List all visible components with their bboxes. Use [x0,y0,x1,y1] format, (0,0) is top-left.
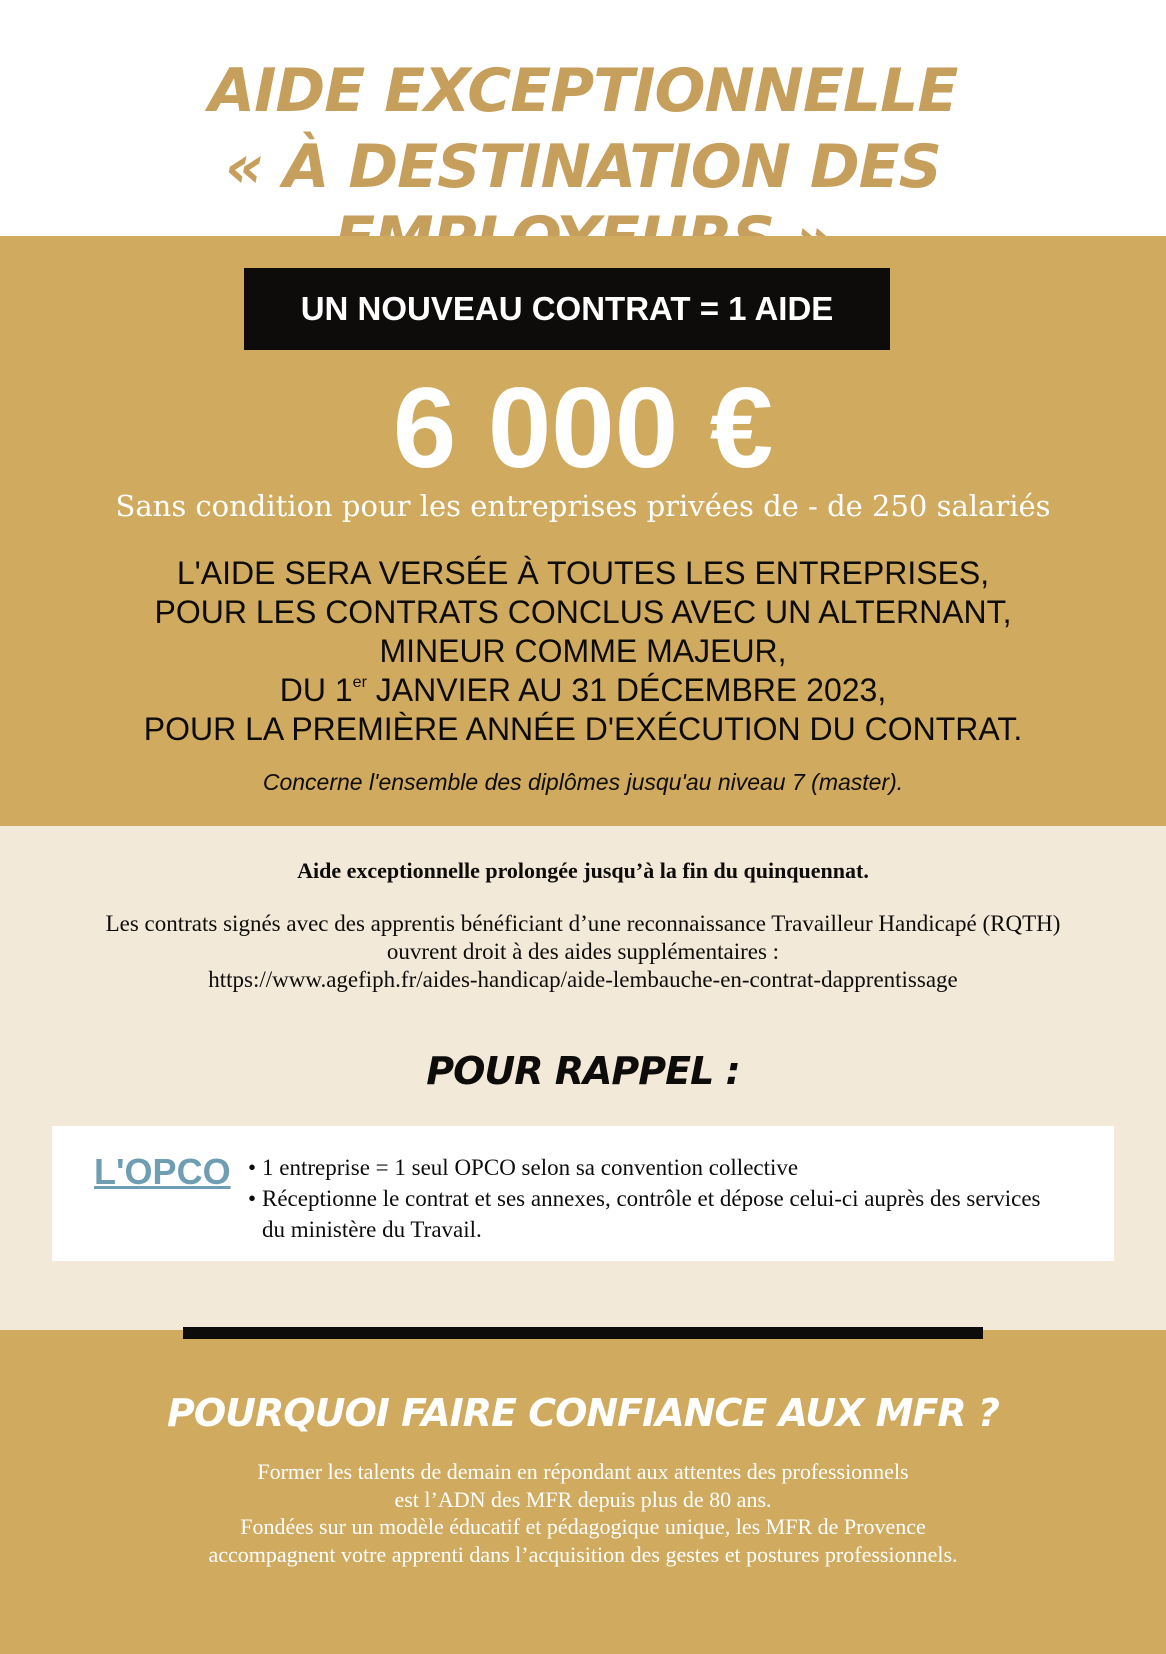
mfr-line-1: Former les talents de demain en répondant aux attentes des professionnels [257,1459,909,1484]
why-section [0,1330,1166,1654]
aid-line-4-sup: er [352,674,367,691]
title-line-1: AIDE EXCEPTIONNELLE [208,56,958,126]
aid-amount: 6 000 € [392,365,774,492]
section-divider [183,1327,983,1339]
diplomas-note: Concerne l'ensemble des diplômes jusqu'au niveau 7 (master). [262,769,904,795]
aid-line-5: POUR LA PREMIÈRE ANNÉE D'EXÉCUTION DU CONTRAT. [143,711,1023,747]
why-heading: POURQUOI FAIRE CONFIANCE AUX MFR ? [167,1391,999,1435]
aid-line-4-prefix: DU 1 [279,672,353,708]
rqth-note [0,910,1166,994]
rqth-line-2: ouvrent droit à des aides supplémentaires : [386,939,780,964]
aid-section [0,236,1166,826]
opco-label: L'OPCO [94,1151,231,1192]
aid-condition: Sans condition pour les entreprises privées de - de 250 salariés [115,489,1051,523]
info-section [0,826,1166,1330]
contract-banner: UN NOUVEAU CONTRAT = 1 AIDE [244,268,890,350]
rqth-link[interactable]: https://www.agefiph.fr/aides-handicap/aide-lembauche-en-contrat-dapprentissage [208,967,958,992]
aid-line-2: POUR LES CONTRATS CONCLUS AVEC UN ALTERNANT, [154,594,1012,630]
opco-list [248,1152,1068,1245]
bullet-icon: • [248,1155,257,1180]
opco-box [52,1126,1114,1261]
reminder-heading: POUR RAPPEL : [426,1049,740,1093]
mfr-line-2: est l’ADN des MFR depuis plus de 80 ans. [394,1486,772,1512]
mfr-line-3: Fondées sur un modèle éducatif et pédagogique unique, les MFR de Provence [240,1514,926,1539]
aid-line-4 [0,671,1166,710]
opco-item-text: 1 entreprise = 1 seul OPCO selon sa convention collective [262,1155,799,1180]
rqth-line-1: Les contrats signés avec des apprentis bénéficiant d’une reconnaissance Travailleur Handicapé (RQTH) [105,911,1061,936]
aid-line-4-suffix: JANVIER AU 31 DÉCEMBRE 2023, [366,672,887,708]
mfr-description [0,1458,1166,1568]
title-line-2: « À DESTINATION DES [225,132,941,202]
list-item [248,1152,1068,1183]
prolongation-note: Aide exceptionnelle prolongée jusqu’à la fin du quinquennat. [297,858,869,883]
aid-line-1: L'AIDE SERA VERSÉE À TOUTES LES ENTREPRISES, [176,555,990,591]
aid-line-3: MINEUR COMME MAJEUR, [379,633,787,669]
header-section [0,0,1166,236]
bullet-icon: • [248,1186,257,1211]
mfr-line-4: accompagnent votre apprenti dans l’acquisition des gestes et postures professionnels. [208,1541,958,1567]
opco-item-text: Réceptionne le contrat et ses annexes, contrôle et dépose celui-ci auprès des services du ministère du Travail. [262,1186,1041,1242]
aid-details [0,554,1166,749]
list-item [248,1183,1068,1245]
